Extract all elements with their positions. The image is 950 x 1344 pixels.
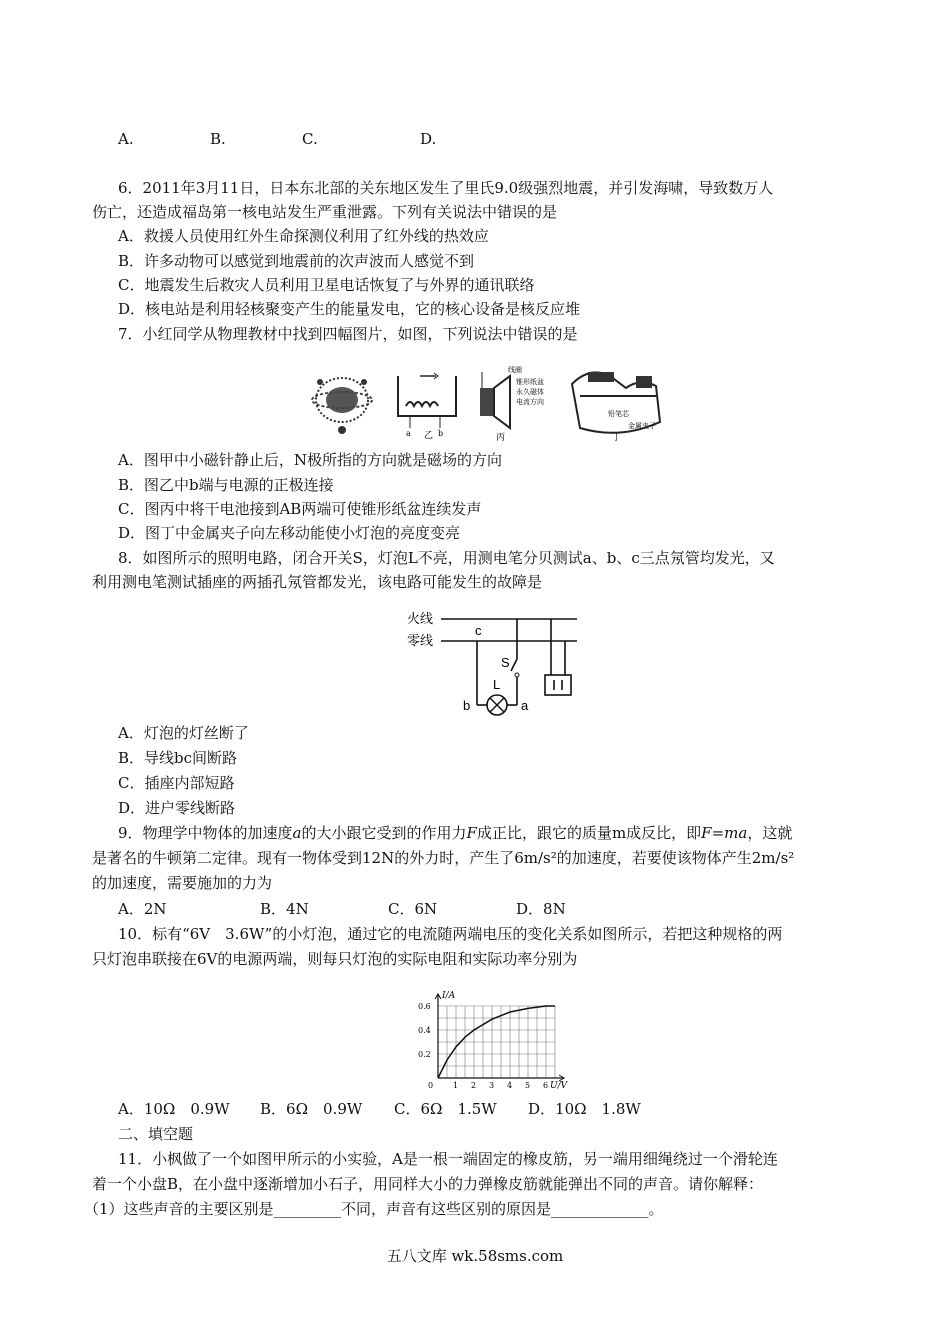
- q10-option-c: C．6Ω 1.5W: [394, 1100, 497, 1118]
- y-tick-label: 0.6: [418, 1002, 431, 1011]
- q5-options: [118, 128, 436, 150]
- q10-options: [118, 1098, 641, 1120]
- q9-option-b: B．4N: [260, 900, 309, 918]
- q9-var-f: F: [466, 824, 477, 842]
- q7-figure-yi: [398, 373, 456, 441]
- q7-figure: [310, 362, 670, 444]
- q11-stem-line1: 11．小枫做了一个如图甲所示的小实验，A是一根一端固定的橡皮筋，另一端用细绳绕过一个滑轮连: [118, 1150, 778, 1168]
- q9-l1-b: 的大小跟它受到的作用力: [301, 824, 467, 842]
- neutral-wire-label: 零线: [407, 633, 434, 648]
- q10-option-a: A．10Ω 0.9W: [118, 1100, 230, 1118]
- page-footer: 五八文库 wk.58sms.com: [386, 1247, 564, 1265]
- point-c-label: c: [475, 623, 482, 638]
- x-axis-label: U/V: [550, 1081, 568, 1091]
- q7-fig-bing-cone: 锥形纸盆: [516, 378, 544, 386]
- q10-option-b: B．6Ω 0.9W: [260, 1100, 363, 1118]
- switch-s: [511, 659, 517, 671]
- q6-option-c: C．地震发生后救灾人员利用卫星电话恢复了与外界的通讯联络: [118, 276, 535, 294]
- q9-formula: F=ma: [701, 824, 748, 842]
- q8-circuit-figure: [405, 605, 585, 717]
- q9-stem-line3: 的加速度，需要施加的力为: [92, 874, 273, 892]
- q10-stem-line1: 10．标有“6V 3.6W”的小灯泡，通过它的电流随两端电压的变化关系如图所示，若把这种规格的两: [118, 925, 783, 943]
- x-tick-label: 4: [507, 1081, 513, 1090]
- x-tick-label: 2: [471, 1081, 477, 1090]
- q7-fig-bing-current: 电流方向: [516, 398, 544, 406]
- q5-option-c: C.: [302, 130, 318, 148]
- q7-fig-bing-magnet: 永久磁体: [516, 388, 544, 396]
- q7-option-b: B．图乙中b端与电源的正极连接: [118, 476, 334, 494]
- point-b-label: b: [463, 698, 471, 713]
- live-wire-label: 火线: [407, 611, 434, 626]
- q9-option-c: C．6N: [388, 900, 438, 918]
- socket: [545, 675, 571, 695]
- q7-fig-ding-pencil: 铅笔芯: [608, 410, 629, 418]
- q7-fig-bing-coil: 线圈: [508, 366, 522, 374]
- q9-stem-line1: [118, 822, 792, 844]
- q5-option-d: D.: [420, 130, 437, 148]
- q5-option-a: A.: [118, 130, 134, 148]
- point-a-label: a: [521, 698, 529, 713]
- q9-option-d: D．8N: [516, 900, 566, 918]
- q7-fig-label-bing: 丙: [496, 433, 506, 443]
- q7-fig-label-yi: 乙: [424, 431, 434, 441]
- q7-stem: 7．小红同学从物理教材中找到四幅图片，如图，下列说法中错误的是: [118, 325, 578, 343]
- q7-figure-ding: [572, 372, 660, 443]
- q7-fig-ding-clip: 金属夹子: [628, 422, 656, 430]
- x-tick-label: 1: [453, 1081, 459, 1090]
- q7-figure-jia: [312, 378, 372, 434]
- q6-stem-line2: 伤亡，还造成福岛第一核电站发生严重泄露。下列有关说法中错误的是: [92, 203, 558, 221]
- q8-option-a: A．灯泡的灯丝断了: [118, 724, 249, 742]
- q11-stem-line3: （1）这些声音的主要区别是_________不同，声音有这些区别的原因是_____________。: [84, 1200, 664, 1218]
- q7-option-c: C．图丙中将干电池接到AB两端可使锥形纸盆连续发声: [118, 500, 482, 518]
- q10-iv-chart: [410, 982, 580, 1094]
- x-tick-label: 5: [525, 1081, 531, 1090]
- q6-stem-line1: 6．2011年3月11日，日本东北部的关东地区发生了里氏9.0级强烈地震，并引发海啸，导致数万人: [118, 179, 774, 197]
- y-tick-label: 0.4: [418, 1026, 431, 1035]
- q7-option-a: A．图甲中小磁针静止后，N极所指的方向就是磁场的方向: [118, 451, 502, 469]
- q8-stem-line1: 8．如图所示的照明电路，闭合开关S，灯泡L不亮，用测电笔分贝测试a、b、c三点氖管均发光，又: [118, 549, 775, 567]
- section-fill-in-heading: 二、填空题: [118, 1125, 194, 1143]
- q6-option-b: B．许多动物可以感觉到地震前的次声波而人感觉不到: [118, 252, 475, 270]
- q8-stem-line2: 利用测电笔测试插座的两插孔氖管都发光，该电路可能发生的故障是: [92, 573, 543, 591]
- switch-s-label: S: [501, 655, 510, 670]
- q9-option-a: A．2N: [118, 900, 167, 918]
- q6-option-d: D．核电站是利用轻核聚变产生的能量发电，它的核心设备是核反应堆: [118, 300, 581, 318]
- x-tick-label: 3: [489, 1081, 495, 1090]
- q10-option-d: D．10Ω 1.8W: [528, 1100, 641, 1118]
- y-tick-label: 0.2: [418, 1050, 431, 1059]
- q7-fig-yi-a-label: a: [406, 429, 411, 438]
- q5-option-b: B.: [210, 130, 226, 148]
- q9-options: [118, 898, 566, 920]
- q7-figure-bing: [480, 365, 544, 443]
- x-tick-label: 6: [543, 1081, 549, 1090]
- x-tick-label: 0: [428, 1081, 434, 1090]
- q8-option-b: B．导线bc间断路: [118, 749, 238, 767]
- q9-var-a: a: [292, 824, 302, 842]
- q8-option-c: C．插座内部短路: [118, 774, 235, 792]
- q9-stem-line2: 是著名的牛顿第二定律。现有一物体受到12N的外力时，产生了6m/s²的加速度，若要使该物体产生2m/s²: [92, 849, 795, 867]
- q7-fig-yi-b-label: b: [438, 429, 444, 438]
- y-axis-label: I/A: [442, 991, 456, 1001]
- q8-option-d: D．进户零线断路: [118, 799, 236, 817]
- q9-l1-d: ，这就: [747, 824, 793, 842]
- q7-option-d: D．图丁中金属夹子向左移动能使小灯泡的亮度变亮: [118, 524, 461, 542]
- q9-l1-c: 成正比，跟它的质量m成反比，即: [476, 824, 702, 842]
- lamp-l-label: L: [493, 677, 501, 692]
- q6-option-a: A．救援人员使用红外生命探测仪利用了红外线的热效应: [118, 227, 489, 245]
- q9-l1-a: 9．物理学中物体的加速度: [118, 824, 293, 842]
- q11-stem-line2: 着一个小盘B，在小盘中逐渐增加小石子，用同样大小的力弹橡皮筋就能弹出不同的声音。请你解释：: [92, 1175, 764, 1193]
- q7-fig-label-ding: 丁: [612, 433, 622, 443]
- q10-stem-line2: 只灯泡串联接在6V的电源两端，则每只灯泡的实际电阻和实际功率分别为: [92, 950, 578, 968]
